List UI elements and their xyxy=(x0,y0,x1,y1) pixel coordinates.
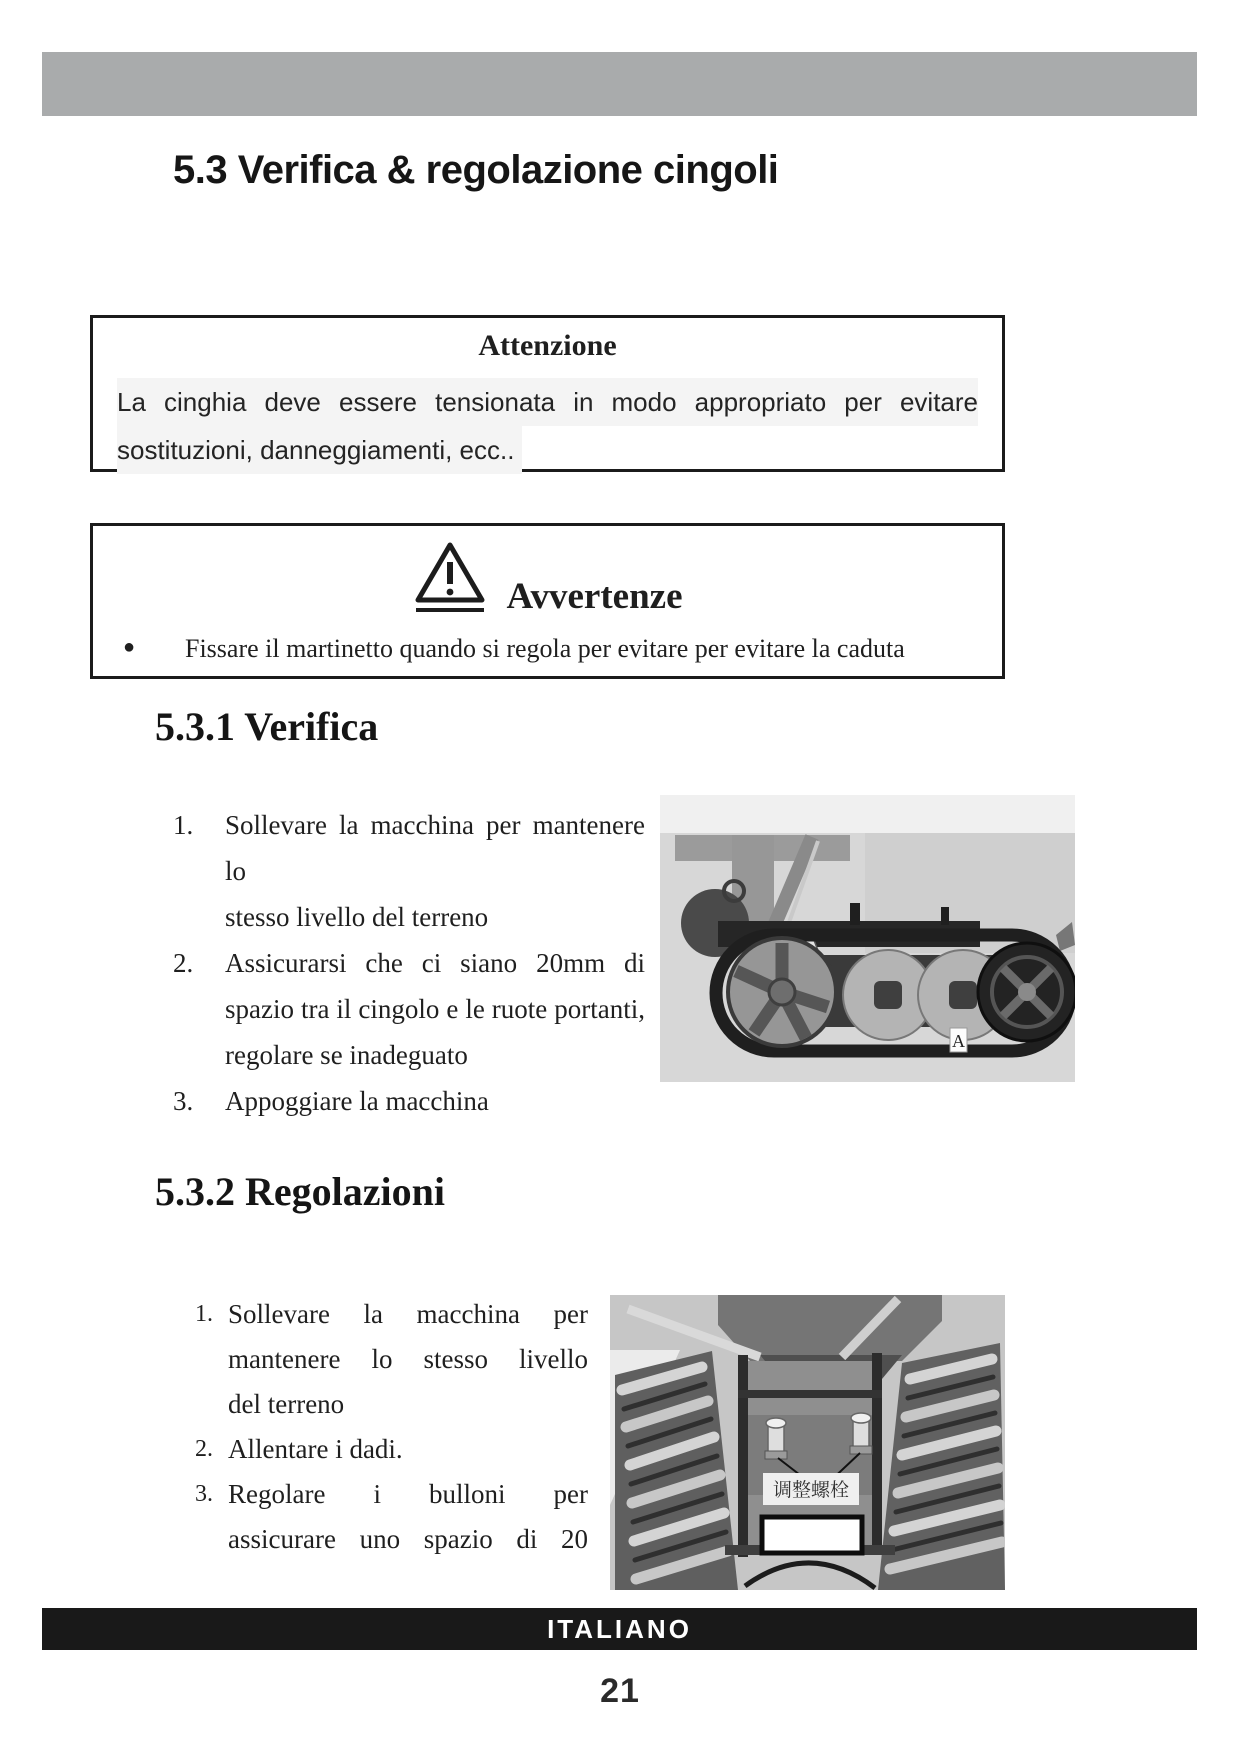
step-text-line: regolare se inadeguato xyxy=(225,1040,468,1070)
step-text-line: mantenere lo stesso livello xyxy=(228,1344,588,1374)
warning-box xyxy=(90,523,1005,679)
warning-title: Avvertenze xyxy=(506,576,683,617)
step-item xyxy=(195,1292,588,1427)
attention-text-line: La cinghia deve essere tensionata in modo appropriato per evitare xyxy=(117,378,978,426)
step-item xyxy=(173,1078,645,1124)
warning-item xyxy=(123,634,978,664)
step-number: 2. xyxy=(173,948,194,978)
figure-label-adjust-bolt: 调整螺栓 xyxy=(772,1480,850,1501)
warning-triangle-icon xyxy=(413,540,487,619)
step-item xyxy=(195,1427,588,1472)
figure-label-a: A xyxy=(952,1031,965,1051)
step-text-line: del terreno xyxy=(228,1389,345,1419)
attention-box xyxy=(90,315,1005,472)
track-clearance-photo xyxy=(660,795,1075,1082)
step-item xyxy=(173,940,645,1078)
attention-text-line: sostituzioni, danneggiamenti, ecc.. xyxy=(117,426,522,474)
step-text-line: spazio tra il cingolo e le ruote portanti, xyxy=(225,994,645,1024)
step-number: 2. xyxy=(195,1436,213,1462)
warning-item-text: Fissare il martinetto quando si regola per evitare per evitare la caduta xyxy=(185,634,905,663)
step-text-line: Regolare i bulloni per xyxy=(228,1479,588,1509)
step-text-line: assicurare uno spazio di 20 xyxy=(228,1524,588,1554)
step-text-line: Sollevare la macchina per mantenere lo xyxy=(225,810,645,886)
attention-title: Attenzione xyxy=(478,329,617,362)
step-item xyxy=(195,1472,588,1562)
step-number: 3. xyxy=(173,1086,194,1116)
header-bar xyxy=(42,52,1197,116)
page-number: 21 xyxy=(600,1672,640,1710)
step-text-line: Appoggiare la macchina xyxy=(225,1086,489,1116)
bullet-icon: ● xyxy=(123,636,136,658)
attention-body xyxy=(117,378,978,474)
warning-header xyxy=(93,540,1002,619)
steps-list-regolazioni xyxy=(195,1292,588,1562)
footer-language-bar: ITALIANO xyxy=(42,1608,1197,1650)
step-number: 3. xyxy=(195,1481,213,1507)
empty-callout-box xyxy=(762,1517,862,1553)
section-heading-verifica: 5.3.1 Verifica xyxy=(155,704,379,749)
section-heading-regolazioni: 5.3.2 Regolazioni xyxy=(155,1169,445,1214)
step-text-line: Allentare i dadi. xyxy=(228,1434,403,1464)
steps-list-verifica xyxy=(173,802,645,1124)
step-text-line: stesso livello del terreno xyxy=(225,902,489,932)
step-number: 1. xyxy=(195,1301,213,1327)
step-text-line: Assicurarsi che ci siano 20mm di xyxy=(225,948,645,978)
page-title: 5.3 Verifica & regolazione cingoli xyxy=(173,148,779,192)
step-text-line: Sollevare la macchina per xyxy=(228,1299,588,1329)
adjustment-bolts-photo xyxy=(610,1295,1005,1590)
step-number: 1. xyxy=(173,810,194,840)
step-item xyxy=(173,802,645,940)
